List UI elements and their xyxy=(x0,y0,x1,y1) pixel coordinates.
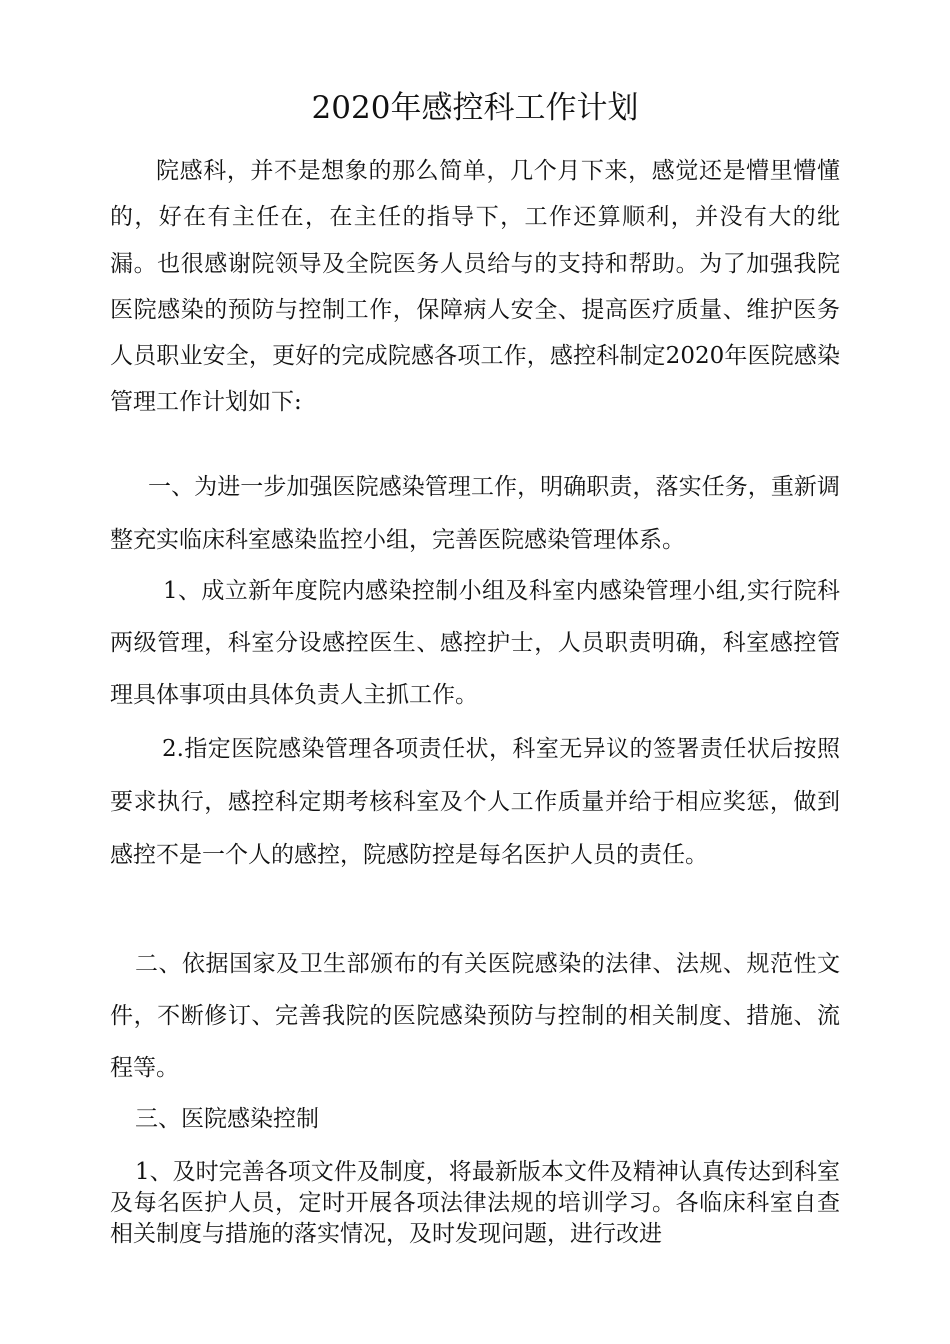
section-1-paragraph: 一、为进一步加强医院感染管理工作，明确职责，落实任务，重新调整充实临床科室感染监控小组，完善医院感染管理体系。 xyxy=(110,474,840,553)
section-3-heading: 三、医院感染控制 xyxy=(135,1106,319,1132)
section-2-paragraph: 二、依据国家及卫生部颁布的有关医院感染的法律、法规、规范性文件，不断修订、完善我院的医院感染预防与控制的相关制度、措施、流程等。 xyxy=(110,951,840,1081)
document-title: 2020年感控科工作计划 xyxy=(311,90,639,126)
section-1-item-1-paragraph: 1、成立新年度院内感染控制小组及科室内感染管理小组,实行院科两级管理，科室分设感控医生、感控护士，人员职责明确，科室感控管理具体事项由具体负责人主抓工作。 xyxy=(110,578,840,708)
section-1-item-2-paragraph: 2.指定医院感染管理各项责任状，科室无异议的签署责任状后按照要求执行，感控科定期考核科室及个人工作质量并给于相应奖惩，做到感控不是一个人的感控，院感防控是每名医护人员的责任。 xyxy=(110,736,840,868)
section-3-item-1-paragraph: 1、及时完善各项文件及制度，将最新版本文件及精神认真传达到科室及每名医护人员，定时开展各项法律法规的培训学习。各临床科室自查相关制度与措施的落实情况，及时发现问题，进行改进 xyxy=(110,1159,840,1247)
intro-paragraph: 院感科，并不是想象的那么简单，几个月下来，感觉还是懵里懵懂的，好在有主任在，在主任的指导下，工作还算顺利，并没有大的纰漏。也很感谢院领导及全院医务人员给与的支持和帮助。为了加强我院医院感染的预防与控制工作，保障病人安全、提高医疗质量、维护医务人员职业安全，更好的完成院感各项工作，感控科制定2020年医院感染管理工作计划如下: xyxy=(110,158,840,416)
